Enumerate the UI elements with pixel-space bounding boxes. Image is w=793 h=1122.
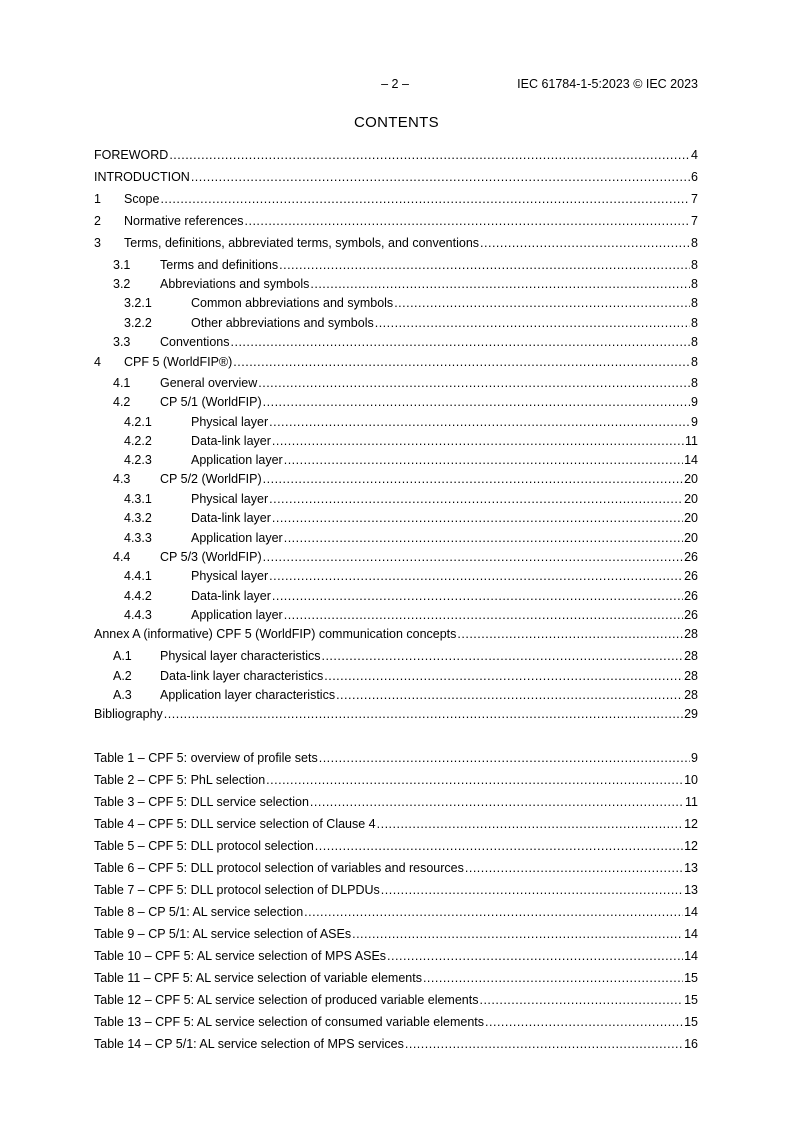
toc-entry[interactable] bbox=[113, 548, 698, 564]
toc-entry[interactable] bbox=[124, 490, 698, 506]
entry-title: Normative references bbox=[124, 214, 244, 228]
dot-leader bbox=[422, 971, 683, 985]
page-reference: 16 bbox=[684, 1037, 698, 1051]
toc-entry[interactable] bbox=[113, 275, 698, 291]
toc-entry[interactable] bbox=[124, 413, 698, 429]
entry-title: Annex A (informative) CPF 5 (WorldFIP) communication concepts bbox=[94, 627, 457, 641]
section-number: 4.2.2 bbox=[124, 434, 152, 448]
dot-leader bbox=[320, 649, 683, 663]
section-number: 4.3.1 bbox=[124, 492, 152, 506]
entry-title: Table 10 – CPF 5: AL service selection of MPS ASEs bbox=[94, 949, 387, 963]
page-reference: 7 bbox=[691, 192, 698, 206]
dot-leader bbox=[456, 627, 683, 641]
page-reference: 14 bbox=[684, 927, 698, 941]
dot-leader bbox=[380, 883, 683, 897]
section-number: A.3 bbox=[113, 688, 132, 702]
entry-title: Common abbreviations and symbols bbox=[191, 296, 394, 310]
dot-leader bbox=[283, 608, 683, 622]
page-reference: 13 bbox=[684, 861, 698, 875]
dot-leader bbox=[386, 949, 683, 963]
dot-leader bbox=[244, 214, 691, 228]
toc-entry[interactable] bbox=[113, 256, 698, 272]
page-reference: 26 bbox=[684, 550, 698, 564]
dot-leader bbox=[376, 817, 683, 831]
page-reference: 4 bbox=[691, 148, 698, 162]
section-number: A.1 bbox=[113, 649, 132, 663]
dot-leader bbox=[232, 355, 690, 369]
page-reference: 10 bbox=[684, 773, 698, 787]
dot-leader bbox=[262, 395, 690, 409]
section-number: 3.2.1 bbox=[124, 296, 152, 310]
page-reference: 9 bbox=[691, 415, 698, 429]
page-reference: 15 bbox=[684, 971, 698, 985]
page-reference: 28 bbox=[684, 669, 698, 683]
entry-title: Conventions bbox=[160, 335, 230, 349]
entry-title: CP 5/3 (WorldFIP) bbox=[160, 550, 262, 564]
entry-title: Other abbreviations and symbols bbox=[191, 316, 374, 330]
page-reference: 14 bbox=[684, 949, 698, 963]
toc-entry[interactable] bbox=[94, 212, 698, 228]
entry-title: Table 13 – CPF 5: AL service selection of consumed variable elements bbox=[94, 1015, 485, 1029]
entry-title: Physical layer bbox=[191, 569, 269, 583]
toc-entry[interactable] bbox=[94, 793, 698, 809]
page-reference: 26 bbox=[684, 569, 698, 583]
page-reference: 15 bbox=[684, 993, 698, 1007]
page-reference: 26 bbox=[684, 589, 698, 603]
entry-title: Application layer bbox=[191, 453, 283, 467]
toc-entry[interactable] bbox=[94, 168, 698, 184]
section-number: 3 bbox=[94, 236, 101, 250]
entry-title: Application layer bbox=[191, 608, 283, 622]
toc-entry[interactable] bbox=[94, 837, 698, 853]
page-reference: 8 bbox=[691, 335, 698, 349]
toc-entry[interactable] bbox=[124, 509, 698, 525]
entry-title: Table 2 – CPF 5: PhL selection bbox=[94, 773, 266, 787]
dot-leader bbox=[404, 1037, 683, 1051]
page-reference: 15 bbox=[684, 1015, 698, 1029]
section-number: 4.4.3 bbox=[124, 608, 152, 622]
dot-leader bbox=[478, 993, 683, 1007]
dot-leader bbox=[159, 192, 690, 206]
dot-leader bbox=[163, 707, 683, 721]
dot-leader bbox=[283, 531, 683, 545]
section-number: 2 bbox=[94, 214, 101, 228]
section-number: 3.2 bbox=[113, 277, 131, 291]
section-number: 3.1 bbox=[113, 258, 131, 272]
entry-title: CP 5/2 (WorldFIP) bbox=[160, 472, 262, 486]
toc-entry[interactable] bbox=[124, 294, 698, 310]
entry-title: Table 4 – CPF 5: DLL service selection of Clause 4 bbox=[94, 817, 376, 831]
dot-leader bbox=[318, 751, 690, 765]
page-reference: 20 bbox=[684, 511, 698, 525]
dot-leader bbox=[265, 773, 683, 787]
section-number: 4.4.1 bbox=[124, 569, 152, 583]
page-reference: 6 bbox=[691, 170, 698, 184]
dot-leader bbox=[464, 861, 683, 875]
entry-title: Data-link layer bbox=[191, 511, 271, 525]
toc-entry[interactable] bbox=[124, 606, 698, 622]
dot-leader bbox=[268, 415, 690, 429]
page-reference: 12 bbox=[684, 817, 698, 831]
page-reference: 9 bbox=[691, 395, 698, 409]
dot-leader bbox=[190, 170, 690, 184]
page-reference: 8 bbox=[691, 296, 698, 310]
entry-title: Bibliography bbox=[94, 707, 163, 721]
entry-title: CPF 5 (WorldFIP®) bbox=[124, 355, 233, 369]
entry-title: INTRODUCTION bbox=[94, 170, 190, 184]
page-reference: 14 bbox=[684, 453, 698, 467]
toc-entry[interactable] bbox=[124, 567, 698, 583]
toc-entry[interactable] bbox=[94, 749, 698, 765]
toc-entry[interactable] bbox=[113, 647, 698, 663]
entry-title: Table 3 – CPF 5: DLL service selection bbox=[94, 795, 309, 809]
toc-entry[interactable] bbox=[113, 667, 698, 683]
dot-leader bbox=[303, 905, 683, 919]
toc-entry[interactable] bbox=[94, 771, 698, 787]
page-number: – 2 – bbox=[381, 77, 409, 91]
page-title: CONTENTS bbox=[354, 114, 439, 131]
dot-leader bbox=[351, 927, 683, 941]
entry-title: Table 12 – CPF 5: AL service selection of produced variable elements bbox=[94, 993, 479, 1007]
dot-leader bbox=[374, 316, 690, 330]
dot-leader bbox=[278, 258, 690, 272]
entry-title: Data-link layer bbox=[191, 589, 271, 603]
toc-entry[interactable] bbox=[124, 432, 698, 448]
dot-leader bbox=[168, 148, 690, 162]
section-number: 4.2.3 bbox=[124, 453, 152, 467]
dot-leader bbox=[271, 511, 683, 525]
entry-title: Terms, definitions, abbreviated terms, symbols, and conventions bbox=[124, 236, 480, 250]
entry-title: Scope bbox=[124, 192, 160, 206]
entry-title: Data-link layer bbox=[191, 434, 271, 448]
toc-entry[interactable] bbox=[94, 947, 698, 963]
page-reference: 28 bbox=[684, 627, 698, 641]
dot-leader bbox=[283, 453, 683, 467]
toc-entry[interactable] bbox=[94, 991, 698, 1007]
dot-leader bbox=[257, 376, 690, 390]
entry-title: FOREWORD bbox=[94, 148, 169, 162]
entry-title: Table 11 – CPF 5: AL service selection of variable elements bbox=[94, 971, 422, 985]
toc-entry[interactable] bbox=[94, 625, 698, 641]
section-number: A.2 bbox=[113, 669, 132, 683]
toc-entry[interactable] bbox=[94, 190, 698, 206]
dot-leader bbox=[268, 492, 683, 506]
dot-leader bbox=[323, 669, 683, 683]
toc-entry[interactable] bbox=[94, 146, 698, 162]
dot-leader bbox=[271, 434, 684, 448]
dot-leader bbox=[335, 688, 683, 702]
section-number: 4.2 bbox=[113, 395, 131, 409]
entry-title: Table 14 – CP 5/1: AL service selection of MPS services bbox=[94, 1037, 404, 1051]
section-number: 1 bbox=[94, 192, 101, 206]
toc-entry[interactable] bbox=[124, 529, 698, 545]
toc-entry[interactable] bbox=[124, 587, 698, 603]
page-reference: 20 bbox=[684, 531, 698, 545]
section-number: 4.3.3 bbox=[124, 531, 152, 545]
entry-title: Terms and definitions bbox=[160, 258, 279, 272]
entry-title: CP 5/1 (WorldFIP) bbox=[160, 395, 262, 409]
toc-entry[interactable] bbox=[113, 470, 698, 486]
entry-title: Physical layer bbox=[191, 415, 269, 429]
entry-title: Physical layer characteristics bbox=[160, 649, 321, 663]
entry-title: Table 6 – CPF 5: DLL protocol selection of variables and resources bbox=[94, 861, 464, 875]
toc-entry[interactable] bbox=[94, 859, 698, 875]
page-reference: 11 bbox=[685, 434, 698, 448]
dot-leader bbox=[309, 277, 690, 291]
entry-title: Abbreviations and symbols bbox=[160, 277, 310, 291]
toc-entry[interactable] bbox=[94, 1013, 698, 1029]
page-reference: 8 bbox=[691, 376, 698, 390]
page-reference: 8 bbox=[691, 355, 698, 369]
page-reference: 12 bbox=[684, 839, 698, 853]
page-reference: 20 bbox=[684, 492, 698, 506]
toc-entry[interactable] bbox=[94, 881, 698, 897]
page-reference: 13 bbox=[684, 883, 698, 897]
toc-entry[interactable] bbox=[94, 903, 698, 919]
dot-leader bbox=[393, 296, 690, 310]
entry-title: Table 9 – CP 5/1: AL service selection of ASEs bbox=[94, 927, 352, 941]
dot-leader bbox=[271, 589, 683, 603]
page-reference: 20 bbox=[684, 472, 698, 486]
page-reference: 29 bbox=[684, 707, 698, 721]
page-reference: 8 bbox=[691, 236, 698, 250]
dot-leader bbox=[309, 795, 684, 809]
toc-entry[interactable] bbox=[113, 393, 698, 409]
page-reference: 26 bbox=[684, 608, 698, 622]
entry-title: Application layer characteristics bbox=[160, 688, 336, 702]
page-reference: 28 bbox=[684, 688, 698, 702]
toc-entry[interactable] bbox=[94, 925, 698, 941]
toc-entry[interactable] bbox=[113, 686, 698, 702]
entry-title: Table 5 – CPF 5: DLL protocol selection bbox=[94, 839, 314, 853]
section-number: 4.4.2 bbox=[124, 589, 152, 603]
section-number: 4.3 bbox=[113, 472, 131, 486]
section-number: 4 bbox=[94, 355, 101, 369]
section-number: 4.4 bbox=[113, 550, 131, 564]
page-reference: 8 bbox=[691, 277, 698, 291]
toc-entry[interactable] bbox=[94, 1035, 698, 1051]
page-reference: 14 bbox=[684, 905, 698, 919]
page-reference: 8 bbox=[691, 258, 698, 272]
entry-title: Physical layer bbox=[191, 492, 269, 506]
page-reference: 11 bbox=[685, 795, 698, 809]
entry-title: Application layer bbox=[191, 531, 283, 545]
page-reference: 7 bbox=[691, 214, 698, 228]
entry-title: Table 8 – CP 5/1: AL service selection bbox=[94, 905, 304, 919]
toc-entry[interactable] bbox=[113, 333, 698, 349]
section-number: 4.3.2 bbox=[124, 511, 152, 525]
toc-entry[interactable] bbox=[124, 314, 698, 330]
section-number: 4.2.1 bbox=[124, 415, 152, 429]
toc-entry[interactable] bbox=[94, 969, 698, 985]
section-number: 3.3 bbox=[113, 335, 131, 349]
dot-leader bbox=[268, 569, 683, 583]
dot-leader bbox=[262, 550, 683, 564]
entry-title: Table 7 – CPF 5: DLL protocol selection of DLPDUs bbox=[94, 883, 380, 897]
section-number: 3.2.2 bbox=[124, 316, 152, 330]
dot-leader bbox=[262, 472, 683, 486]
dot-leader bbox=[479, 236, 690, 250]
toc-entry[interactable] bbox=[94, 234, 698, 250]
dot-leader bbox=[484, 1015, 683, 1029]
toc-entry[interactable] bbox=[113, 374, 698, 390]
page-reference: 8 bbox=[691, 316, 698, 330]
toc-entry[interactable] bbox=[94, 815, 698, 831]
toc-entry[interactable] bbox=[124, 451, 698, 467]
toc-entry[interactable] bbox=[94, 705, 698, 721]
document-id: IEC 61784-1-5:2023 © IEC 2023 bbox=[517, 77, 698, 91]
entry-title: General overview bbox=[160, 376, 258, 390]
page-reference: 9 bbox=[691, 751, 698, 765]
page-reference: 28 bbox=[684, 649, 698, 663]
entry-title: Table 1 – CPF 5: overview of profile sets bbox=[94, 751, 318, 765]
section-number: 4.1 bbox=[113, 376, 131, 390]
entry-title: Data-link layer characteristics bbox=[160, 669, 324, 683]
dot-leader bbox=[314, 839, 683, 853]
toc-entry[interactable] bbox=[94, 353, 698, 369]
dot-leader bbox=[230, 335, 691, 349]
